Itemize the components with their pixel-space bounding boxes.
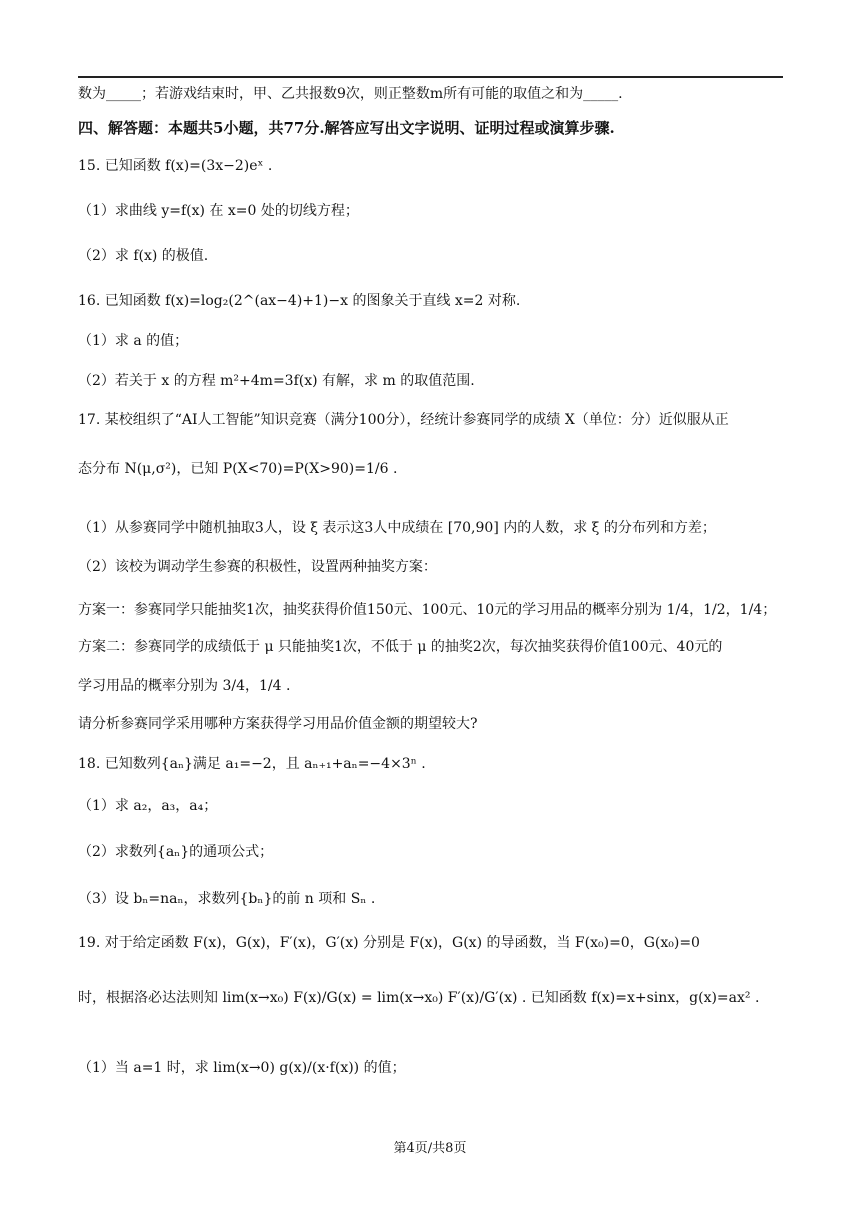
section-heading: 四、解答题：本题共5小题，共77分.解答应写出文字说明、证明过程或演算步骤. xyxy=(78,119,615,137)
problem-15-part-2: （2）求 f(x) 的极值. xyxy=(78,248,209,264)
scheme-two: 方案二：参赛同学的成绩低于 μ 只能抽奖1次，不低于 μ 的抽奖2次，每次抽奖获得价值100元、40元的 xyxy=(78,639,723,655)
problem-17-cont: 态分布 N(μ,σ²)，已知 P(X<70)=P(X>90)=1/6 . xyxy=(78,461,398,477)
problem-17-question: 请分析参赛同学采用哪种方案获得学习用品价值金额的期望较大? xyxy=(78,716,478,732)
page-footer: 第4页/共8页 xyxy=(393,1141,467,1156)
scheme-one: 方案一：参赛同学只能抽奖1次，抽奖获得价值150元、100元、10元的学习用品的概率分别为 1/4，1/2，1/4； xyxy=(78,602,777,618)
text-line-0: 数为_____；若游戏结束时，甲、乙共报数9次，则正整数m所有可能的取值之和为_____. xyxy=(78,86,623,102)
problem-18-part-3: （3）设 bₙ=naₙ，求数列{bₙ}的前 n 项和 Sₙ . xyxy=(78,891,376,907)
problem-18-part-2: （2）求数列{aₙ}的通项公式； xyxy=(78,844,274,860)
problem-17-part-1: （1）从参赛同学中随机抽取3人，设 ξ 表示这3人中成绩在 [70,90] 内的人数，求 ξ 的分布列和方差； xyxy=(78,520,716,536)
problem-16-part-1: （1）求 a 的值； xyxy=(78,333,189,349)
problem-15: 15. 已知函数 f(x)=(3x−2)eˣ . xyxy=(78,158,273,174)
top-rule xyxy=(78,76,783,78)
problem-19-cont: 时，根据洛必达法则知 lim(x→x₀) F(x)/G(x) = lim(x→x₀) F′(x)/G′(x) . 已知函数 f(x)=x+sinx，g(x)=ax² . xyxy=(78,990,760,1006)
problem-19-part-1: （1）当 a=1 时，求 lim(x→0) g(x)/(x·f(x)) 的值； xyxy=(78,1060,406,1076)
problem-15-part-1: （1）求曲线 y=f(x) 在 x=0 处的切线方程； xyxy=(78,203,359,219)
problem-18-part-1: （1）求 a₂，a₃，a₄； xyxy=(78,798,218,814)
problem-17-part-2: （2）该校为调动学生参赛的积极性，设置两种抽奖方案： xyxy=(78,559,437,575)
problem-17: 17. 某校组织了“AI人工智能”知识竞赛（满分100分），经统计参赛同学的成绩 X（单位：分）近似服从正 xyxy=(78,412,729,428)
problem-16: 16. 已知函数 f(x)=log₂(2^(ax−4)+1)−x 的图象关于直线 x=2 对称. xyxy=(78,293,521,309)
problem-16-part-2: （2）若关于 x 的方程 m²+4m=3f(x) 有解，求 m 的取值范围. xyxy=(78,373,475,389)
problem-19: 19. 对于给定函数 F(x)，G(x)，F′(x)，G′(x) 分别是 F(x)，G(x) 的导函数，当 F(x₀)=0，G(x₀)=0 xyxy=(78,935,700,951)
scheme-two-cont: 学习用品的概率分别为 3/4，1/4 . xyxy=(78,678,291,694)
problem-18: 18. 已知数列{aₙ}满足 a₁=−2，且 aₙ₊₁+aₙ=−4×3ⁿ . xyxy=(78,756,426,772)
